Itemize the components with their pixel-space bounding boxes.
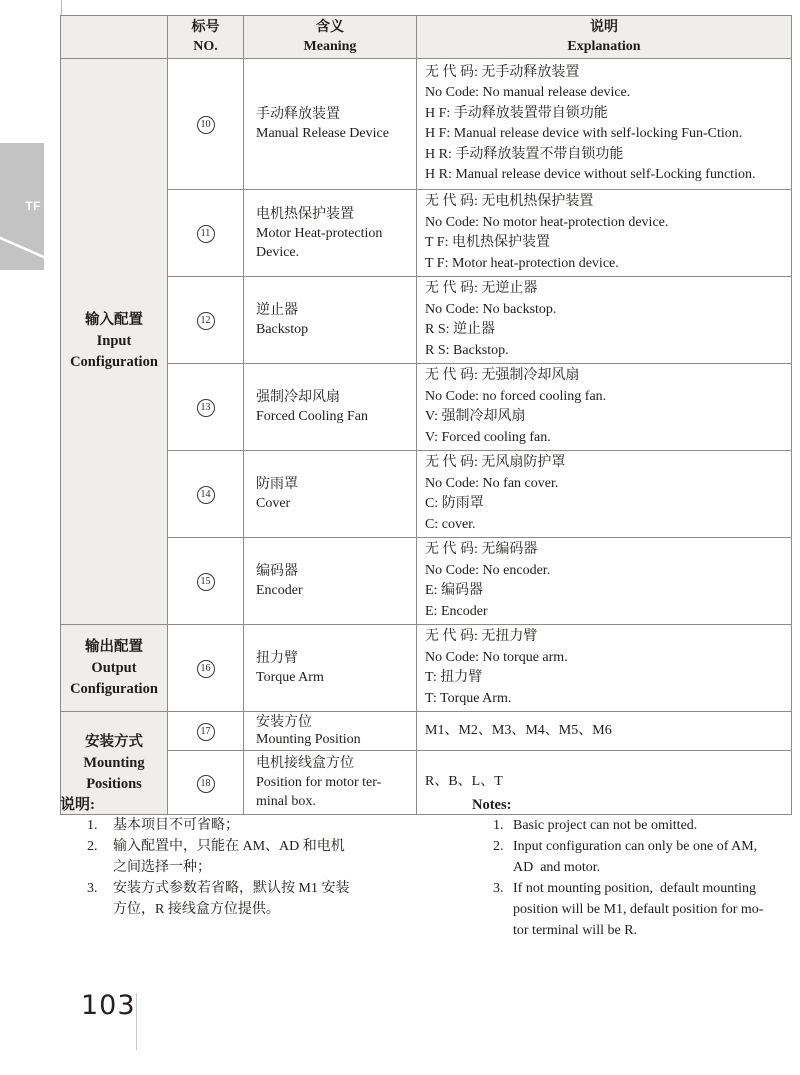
table-row <box>61 277 792 364</box>
explanation-cell: 无 代 码: 无手动释放装置 No Code: No manual release device. H F: 手动释放装置带自锁功能 H F: Manual release device with self-locking Fun-Ction. H R: 手动释放装置不带自锁功能 H R: Manual release device without self-Locking function. <box>417 59 792 190</box>
meaning-cell: 防雨罩 Cover <box>244 451 417 538</box>
table-row <box>61 59 792 190</box>
table-header-row <box>61 16 792 59</box>
circled-number: 14 <box>197 486 215 504</box>
explanation-cell: 无 代 码: 无风扇防护罩 No Code: No fan cover. C: 防雨罩 C: cover. <box>417 451 792 538</box>
circled-number: 18 <box>197 775 215 793</box>
header-no: 标号 NO. <box>168 16 244 59</box>
note-number: 3. <box>493 881 504 896</box>
note-item: 3. 安装方式参数若省略，默认按 M1 安装 方位，R 接线盒方位提供。 <box>60 878 455 920</box>
row-number-cell <box>168 451 244 538</box>
notes-chinese-heading: 说明: <box>60 797 95 813</box>
meaning-cell: 逆止器 Backstop <box>244 277 417 364</box>
group-output-configuration: 输出配置 Output Configuration <box>61 625 168 712</box>
explanation-cell: 无 代 码: 无强制冷却风扇 No Code: no forced cooling fan. V: 强制冷却风扇 V: Forced cooling fan. <box>417 364 792 451</box>
meaning-cell: 安装方位 Mounting Position <box>244 712 417 751</box>
note-number: 3. <box>87 881 98 896</box>
note-item: 2. Input configuration can only be one of AM, AD and motor. <box>472 836 796 878</box>
explanation-cell: 无 代 码: 无逆止器 No Code: No backstop. R S: 逆止器 R S: Backstop. <box>417 277 792 364</box>
explanation-cell: 无 代 码: 无电机热保护装置 No Code: No motor heat-protection device. T F: 电机热保护装置 T F: Motor heat-protection device. <box>417 190 792 277</box>
tf-tab-label: TF <box>25 199 41 213</box>
circled-number: 15 <box>197 573 215 591</box>
table-row <box>61 364 792 451</box>
row-number-cell <box>168 277 244 364</box>
tf-side-tab <box>0 143 44 270</box>
table-row <box>61 451 792 538</box>
meaning-cell: 电机热保护装置 Motor Heat-protection Device. <box>244 190 417 277</box>
notes-chinese <box>60 796 455 920</box>
table-row <box>61 538 792 625</box>
note-number: 1. <box>87 818 98 833</box>
top-margin-rule <box>61 0 62 16</box>
meaning-cell: 扭力臂 Torque Arm <box>244 625 417 712</box>
circled-number: 17 <box>197 723 215 741</box>
configuration-table <box>60 15 792 815</box>
circled-number: 12 <box>197 312 215 330</box>
row-number-cell <box>168 364 244 451</box>
notes-english-heading: Notes: <box>472 797 512 813</box>
explanation-cell: M1、M2、M3、M4、M5、M6 <box>417 712 792 751</box>
meaning-cell: 电机接线盒方位 Position for motor ter- minal box. <box>244 751 417 815</box>
meaning-cell: 强制冷却风扇 Forced Cooling Fan <box>244 364 417 451</box>
note-item: 1. Basic project can not be omitted. <box>472 815 796 836</box>
meaning-cell: 编码器 Encoder <box>244 538 417 625</box>
note-number: 2. <box>87 839 98 854</box>
explanation-cell: 无 代 码: 无扭力臂 No Code: No torque arm. T: 扭力臂 T: Torque Arm. <box>417 625 792 712</box>
header-meaning: 含义 Meaning <box>244 16 417 59</box>
notes-english <box>472 796 796 941</box>
group-mounting-positions: 安装方式 Mounting Positions <box>61 712 168 815</box>
page-number-rule <box>136 993 137 1050</box>
row-number-cell <box>168 712 244 751</box>
table-row <box>61 712 792 751</box>
note-item: 3. If not mounting position, default mounting position will be M1, default position for mo- tor terminal will be R. <box>472 878 796 941</box>
circled-number: 13 <box>197 399 215 417</box>
row-number-cell <box>168 538 244 625</box>
circled-number: 11 <box>197 225 215 243</box>
circled-number: 16 <box>197 660 215 678</box>
note-item: 1. 基本项目不可省略； <box>60 815 455 836</box>
table-row <box>61 190 792 277</box>
page-number: 103 <box>81 990 136 1021</box>
note-number: 1. <box>493 818 504 833</box>
row-number-cell <box>168 625 244 712</box>
header-corner-cell <box>61 16 168 59</box>
note-item: 2. 输入配置中，只能在 AM、AD 和电机 之间选择一种； <box>60 836 455 878</box>
row-number-cell <box>168 190 244 277</box>
row-number-cell <box>168 59 244 190</box>
explanation-cell: 无 代 码: 无编码器 No Code: No encoder. E: 编码器 E: Encoder <box>417 538 792 625</box>
table-row <box>61 625 792 712</box>
circled-number: 10 <box>197 116 215 134</box>
header-explanation: 说明 Explanation <box>417 16 792 59</box>
meaning-cell: 手动释放装置 Manual Release Device <box>244 59 417 190</box>
explanation-cell: R、B、L、T <box>417 751 792 815</box>
group-input-configuration: 输入配置 Input Configuration <box>61 59 168 625</box>
note-number: 2. <box>493 839 504 854</box>
